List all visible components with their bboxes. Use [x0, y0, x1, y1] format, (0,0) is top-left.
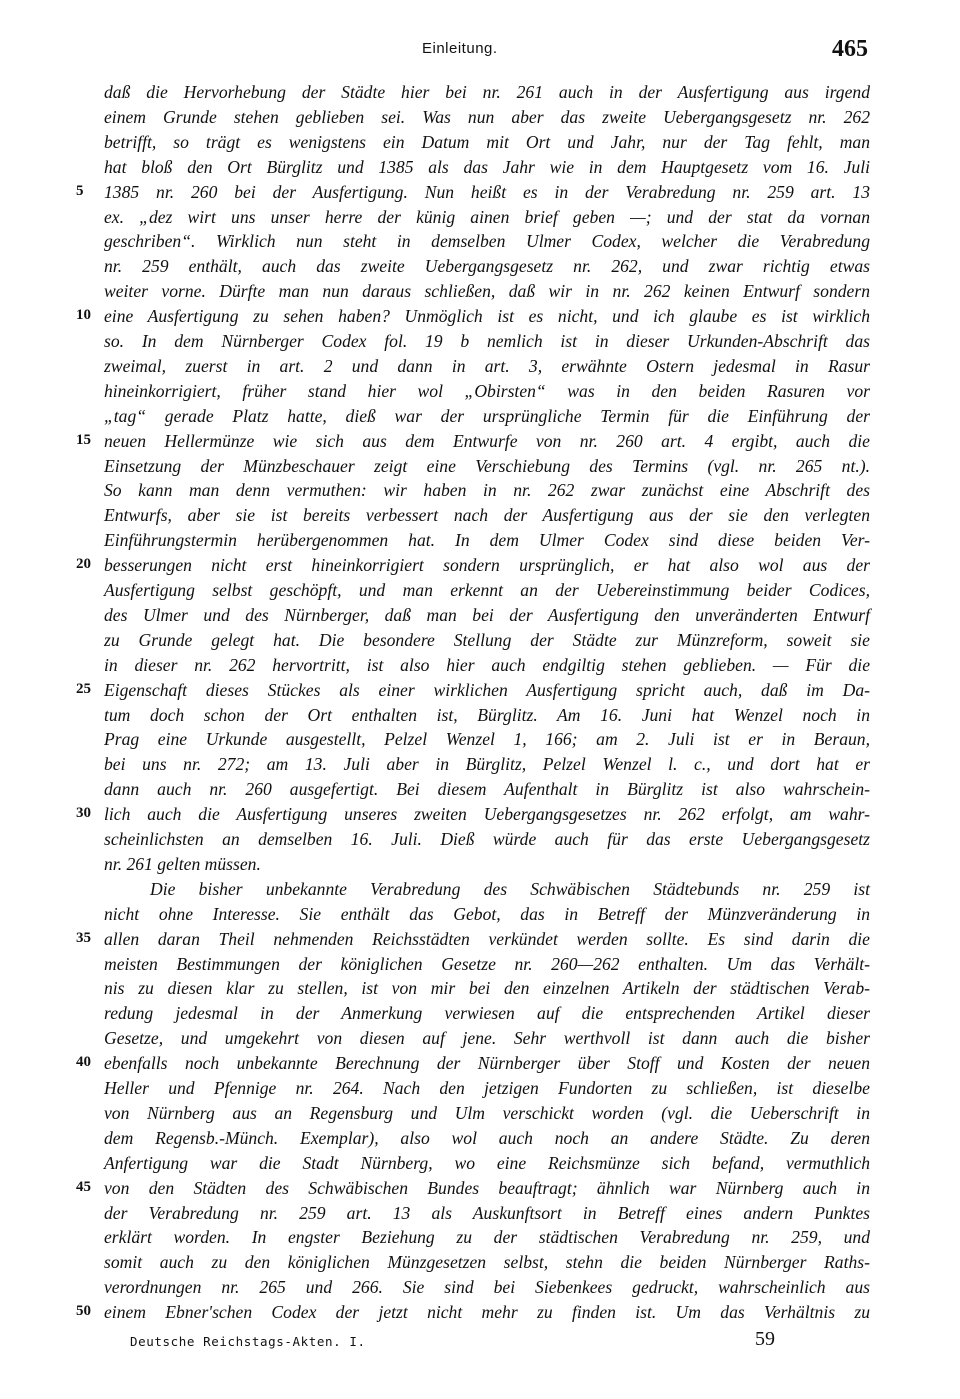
line-text: eine Ausfertigung zu sehen haben? Unmöglich ist es nicht, und ich glaube es ist wirklich	[104, 306, 870, 327]
page-footer	[0, 1328, 960, 1358]
line-text: Eigenschaft dieses Stückes als einer wirklichen Ausfertigung spricht auch, daß im Da-	[104, 679, 870, 700]
line-text: ebenfalls noch unbekannte Berechnung der Nürnberger über Stoff und Kosten der neuen	[104, 1053, 870, 1074]
line-text: zweimal, zuerst in art. 2 und dann in art. 3, erwähnte Ostern jedesmal in Rasur	[104, 355, 870, 376]
text-line	[0, 1300, 960, 1324]
text-line	[0, 1001, 960, 1025]
line-text: daß die Hervorhebung der Städte hier bei nr. 261 auch in der Ausfertigung aus irgend	[104, 82, 870, 102]
text-line	[0, 952, 960, 976]
line-number: 10	[76, 307, 91, 324]
line-text: Entwurfs, aber sie ist bereits verbessert nach der Ausfertigung aus der sie den verlegten	[104, 505, 870, 526]
text-line	[0, 254, 960, 278]
text-line	[0, 379, 960, 403]
text-line	[0, 976, 960, 1000]
line-text: scheinlichsten an demselben 16. Juli. Dieß würde auch für das erste Uebergangsgesetz	[104, 829, 870, 849]
line-text: tum doch schon der Ort enthalten ist, Bürglitz. Am 16. Juni hat Wenzel noch in	[104, 704, 870, 725]
text-line	[0, 1126, 960, 1150]
text-line	[0, 429, 960, 453]
line-number: 50	[76, 1303, 91, 1320]
line-text: meisten Bestimmungen der königlichen Gesetze nr. 260—262 enthalten. Um das Verhält-	[104, 953, 870, 974]
line-text: erklärt worden. In engster Beziehung zu der städtischen Verabredung nr. 259, und	[104, 1227, 870, 1248]
line-text: nicht ohne Interesse. Sie enthält das Gebot, das in Betreff der Münzveränderung in	[104, 903, 870, 924]
line-number: 30	[76, 805, 91, 822]
text-line	[0, 1051, 960, 1075]
text-line	[0, 1250, 960, 1274]
text-line	[0, 752, 960, 776]
line-text: „tag“ gerade Platz hatte, dieß war der ursprüngliche Termin für die Einführung der	[104, 405, 870, 426]
line-text: zu Grunde gelegt hat. Die besondere Stellung der Städte zur Münzreform, soweit sie	[104, 629, 870, 650]
text-line	[0, 105, 960, 129]
text-line	[0, 180, 960, 204]
text-line	[0, 1076, 960, 1100]
line-number: 15	[76, 431, 91, 448]
line-text: Ausfertigung selbst geschöpft, und man erkennt an der Uebereinstimmung beider Codices,	[104, 580, 870, 600]
text-line	[0, 1201, 960, 1225]
text-line	[0, 1176, 960, 1200]
text-line	[0, 902, 960, 926]
line-text: in dieser nr. 262 hervortritt, ist also hier auch endgiltig stehen geblieben. — Für die	[104, 654, 870, 675]
text-line	[0, 877, 960, 901]
running-title: Einleitung.	[422, 40, 498, 57]
line-number: 5	[76, 182, 84, 199]
line-text: dann auch nr. 260 ausgefertigt. Bei diesem Aufenthalt in Bürglitz ist also wahrschein-	[104, 779, 870, 800]
text-line	[0, 852, 960, 876]
text-line	[0, 727, 960, 751]
line-text: dem Regensb.-Münch. Exemplar), also wol auch noch an andere Städte. Zu deren	[104, 1127, 870, 1148]
line-text: Gesetze, und umgekehrt von diesen auf jene. Sehr werthvoll ist dann auch die bisher	[104, 1028, 870, 1049]
line-text: nis zu diesen klar zu stellen, ist von mir bei den einzelnen Artikeln der städtischen Verab-	[104, 978, 870, 999]
text-line	[0, 1151, 960, 1175]
text-line	[0, 304, 960, 328]
line-number: 20	[76, 556, 91, 573]
page-header	[0, 36, 960, 66]
line-text: So kann man denn vermuthen: wir haben in nr. 262 zwar zunächst eine Abschrift des	[104, 480, 870, 501]
line-text: nr. 259 enthält, auch das zweite Uebergangsgesetz nr. 262, und zwar richtig etwas	[104, 256, 870, 277]
line-text: betrifft, so trägt es wenigstens ein Datum mit Ort und Jahr, nur der Tag fehlt, man	[104, 131, 870, 152]
line-text: Anfertigung war die Stadt Nürnberg, wo eine Reichsmünze sich befand, vermuthlich	[104, 1152, 870, 1173]
text-line	[0, 80, 960, 104]
line-text: einem Grunde stehen geblieben sei. Was nun aber das zweite Uebergangsgesetz nr. 262	[104, 106, 870, 127]
line-text: so. In dem Nürnberger Codex fol. 19 b nemlich ist in dieser Urkunden-Abschrift das	[104, 331, 870, 351]
text-line	[0, 454, 960, 478]
series-title: Deutsche Reichstags-Akten. I.	[130, 1334, 366, 1349]
line-text: redung jedesmal in der Anmerkung verwiesen auf die entsprechenden Artikel dieser	[104, 1003, 870, 1024]
line-text: Heller und Pfennige nr. 264. Nach den jetzigen Fundorten zu schließen, ist dieselbe	[104, 1078, 870, 1098]
text-line	[0, 628, 960, 652]
text-line	[0, 478, 960, 502]
text-line	[0, 777, 960, 801]
line-text: des Ulmer und des Nürnberger, daß man bei der Ausfertigung den unveränderten Entwurf	[104, 604, 870, 625]
line-number: 25	[76, 680, 91, 697]
text-line	[0, 1026, 960, 1050]
line-text: Die bisher unbekannte Verabredung des Schwäbischen Städtebunds nr. 259 ist	[150, 878, 870, 899]
line-number: 35	[76, 929, 91, 946]
line-text: bei uns nr. 272; am 13. Juli aber in Bürglitz, Pelzel Wenzel l. c., und dort hat er	[104, 754, 870, 775]
text-line	[0, 279, 960, 303]
line-text: Prag eine Urkunde ausgestellt, Pelzel Wenzel 1, 166; am 2. Juli ist er in Beraun,	[104, 729, 870, 750]
line-text: lich auch die Ausfertigung unseres zweiten Uebergangsgesetzes nr. 262 erfolgt, am wahr-	[104, 804, 870, 825]
text-line	[0, 503, 960, 527]
line-number: 40	[76, 1054, 91, 1071]
line-text: geschriben“. Wirklich nun steht in demselben Ulmer Codex, welcher die Verabredung	[104, 231, 870, 252]
line-text: nr. 261 gelten müssen.	[104, 853, 261, 874]
text-line	[0, 155, 960, 179]
text-line	[0, 1225, 960, 1249]
text-line	[0, 1101, 960, 1125]
text-line	[0, 1275, 960, 1299]
line-text: ex. „dez wirt uns unser herre der künig ainen brief geben —; und der stat da vornan	[104, 206, 870, 227]
line-text: besserungen nicht erst hineinkorrigiert sondern ursprünglich, er hat also wol aus der	[104, 555, 870, 576]
text-line	[0, 678, 960, 702]
text-line	[0, 229, 960, 253]
text-line	[0, 329, 960, 353]
text-line	[0, 130, 960, 154]
line-text: hineinkorrigiert, früher stand hier wol „Obirsten“ was in den beiden Rasuren vor	[104, 380, 870, 401]
line-text: 1385 nr. 260 bei der Ausfertigung. Nun heißt es in der Verabredung nr. 259 art. 13	[104, 181, 870, 202]
line-text: somit auch zu den königlichen Münzgesetzen selbst, stehn die beiden Nürnberger Raths-	[104, 1252, 870, 1273]
line-text: weiter vorne. Dürfte man nun daraus schließen, daß wir in nr. 262 keinen Entwurf sondern	[104, 281, 870, 302]
text-line	[0, 827, 960, 851]
printer-signature: 59	[755, 1328, 775, 1350]
line-text: verordnungen nr. 265 und 266. Sie sind bei Siebenkees gedruckt, wahrscheinlich aus	[104, 1277, 870, 1298]
text-line	[0, 404, 960, 428]
line-number: 45	[76, 1178, 91, 1195]
text-line	[0, 578, 960, 602]
text-line	[0, 802, 960, 826]
line-text: allen daran Theil nehmenden Reichsstädten verkündet werden sollte. Es sind darin die	[104, 928, 870, 949]
text-line	[0, 205, 960, 229]
text-line	[0, 553, 960, 577]
line-text: neuen Hellermünze wie sich aus dem Entwurfe von nr. 260 art. 4 ergibt, auch die	[104, 430, 870, 451]
text-line	[0, 927, 960, 951]
line-text: Einführungstermin herübergenommen hat. In dem Ulmer Codex sind diese beiden Ver-	[104, 530, 870, 551]
text-line	[0, 603, 960, 627]
line-text: einem Ebner'schen Codex der jetzt nicht mehr zu finden ist. Um das Verhältnis zu	[104, 1302, 870, 1323]
line-text: von Nürnberg aus an Regensburg und Ulm verschickt worden (vgl. die Ueberschrift in	[104, 1102, 870, 1123]
line-text: der Verabredung nr. 259 art. 13 als Auskunftsort in Betreff eines andern Punktes	[104, 1202, 870, 1223]
text-line	[0, 653, 960, 677]
page-number: 465	[832, 36, 868, 62]
line-text: von den Städten des Schwäbischen Bundes beauftragt; ähnlich war Nürnberg auch in	[104, 1177, 870, 1198]
text-line	[0, 354, 960, 378]
text-line	[0, 703, 960, 727]
line-text: hat bloß den Ort Bürglitz und 1385 als das Jahr wie in dem Hauptgesetz vom 16. Juli	[104, 156, 870, 177]
text-line	[0, 528, 960, 552]
line-text: Einsetzung der Münzbeschauer zeigt eine Verschiebung des Termins (vgl. nr. 265 nt.).	[104, 455, 870, 476]
